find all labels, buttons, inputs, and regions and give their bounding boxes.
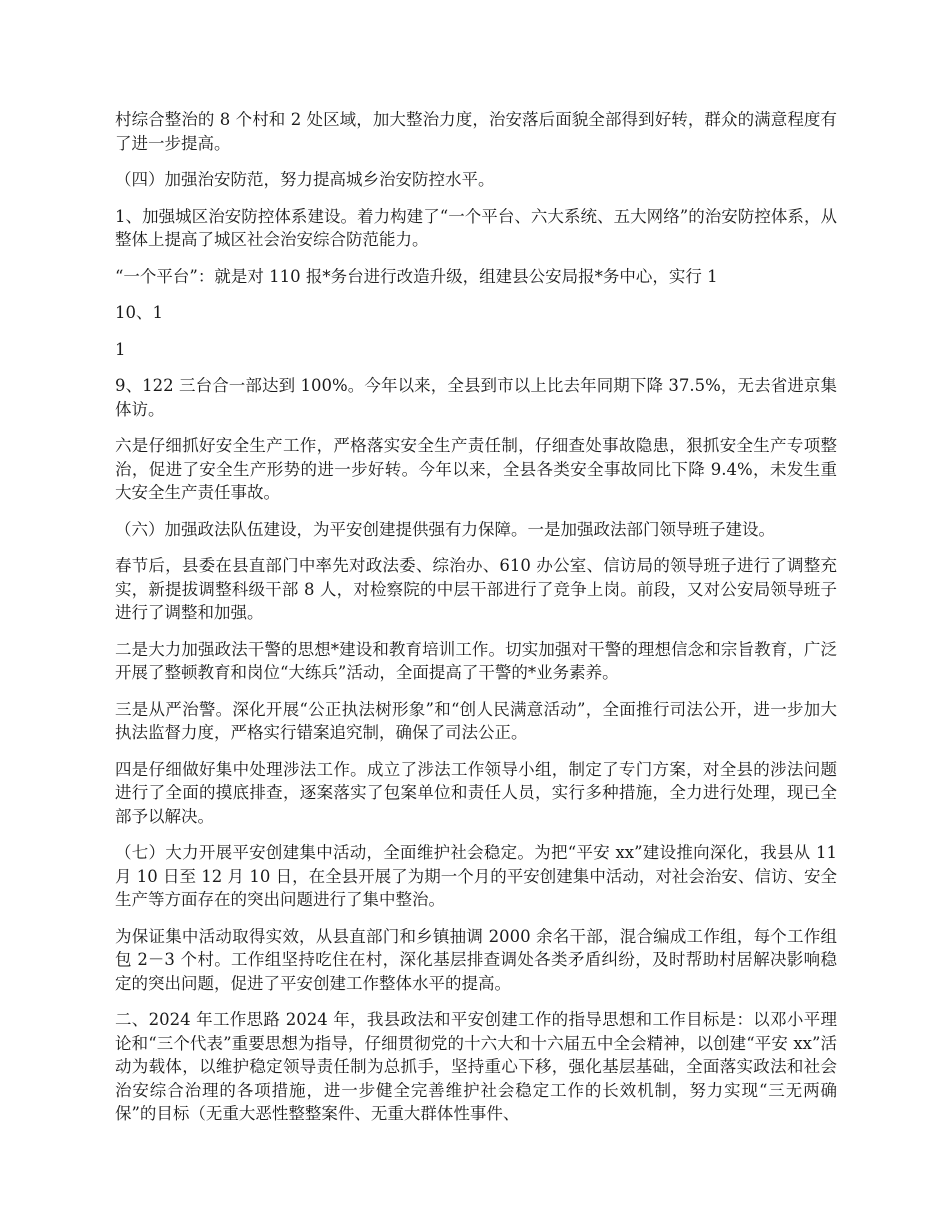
paragraph: 9、122 三台合一部达到 100%。今年以来，全县到市以上比去年同期下降 37.5%，无去省进京集体访。 [115, 376, 837, 419]
paragraph: 二、2024 年工作思路 2024 年，我县政法和平安创建工作的指导思想和工作目标是：以邓小平理论和“三个代表”重要思想为指导，仔细贯彻党的十六大和十六届五中全会精神，以创建“平安 xx”活动为载体，以维护稳定领导责任制为总抓手，坚持重心下移，强化基层基础，全面落实政法和社会治安综合治理的各项措施，进一步健全完善维护社会稳定工作的长效机制，努力实现“三无两确保”的目标（无重大恶性整整案件、无重大群体性事件、 [115, 1010, 837, 1123]
document-body [115, 108, 843, 1139]
paragraph: 二是大力加强政法干警的思想*建设和教育培训工作。切实加强对干警的理想信念和宗旨教育，广泛开展了整顿教育和岗位“大练兵”活动，全面提高了干警的*业务素养。 [115, 639, 837, 682]
section-heading: （四）加强治安防范，努力提高城乡治安防控水平。 [115, 170, 495, 189]
paragraph: 为保证集中活动取得实效，从县直部门和乡镇抽调 2000 余名干部，混合编成工作组，每个工作组包 2－3 个村。工作组坚持吃住在村，深化基层排查调处各类矛盾纠纷，及时帮助村居解决影响稳定的突出问题，促进了平安创建工作整体水平的提高。 [115, 926, 837, 993]
paragraph: 三是从严治警。深化开展“公正执法树形象”和“创人民满意活动”，全面推行司法公开，进一步加大执法监督力度，严格实行错案追究制，确保了司法公正。 [115, 699, 837, 742]
paragraph: 10、1 [115, 303, 163, 322]
section-heading: （六）加强政法队伍建设，为平安创建提供强有力保障。一是加强政法部门领导班子建设。 [115, 519, 775, 539]
paragraph: 四是仔细做好集中处理涉法工作。成立了涉法工作领导小组，制定了专门方案，对全县的涉法问题进行了全面的摸底排查，逐案落实了包案单位和责任人员，实行多种措施，全力进行处理，现已全部予以解决。 [115, 759, 837, 826]
paragraph: 六是仔细抓好安全生产工作，严格落实安全生产责任制，仔细查处事故隐患，狠抓安全生产专项整治，促进了安全生产形势的进一步好转。今年以来，全县各类安全事故同比下降 9.4%，未发生重大安全生产责任事故。 [115, 436, 837, 502]
paragraph: 村综合整治的 8 个村和 2 处区域，加大整治力度，治安落后面貌全部得到好转，群众的满意程度有了进一步提高。 [115, 110, 837, 153]
paragraph: “一个平台”：就是对 110 报*务台进行改造升级，组建县公安局报*务中心，实行 1 [115, 266, 718, 286]
paragraph: 春节后，县委在县直部门中率先对政法委、综治办、610 办公室、信访局的领导班子进行了调整充实，新提拔调整科级干部 8 人，对检察院的中层干部进行了竞争上岗。前段，又对公安局领导班子进行了调整和加强。 [115, 556, 837, 622]
section-heading: （七）大力开展平安创建集中活动，全面维护社会稳定。为把“平安 xx”建设推向深化，我县从 11 月 10 日至 12 月 10 日，在全县开展了为期一个月的平安创建集中活动，对社会治安、信访、安全生产等方面存在的突出问题进行了集中整治。 [115, 843, 843, 909]
paragraph: 1 [115, 339, 126, 359]
paragraph: 1、加强城区治安防控体系建设。着力构建了“一个平台、六大系统、五大网络”的治安防控体系，从整体上提高了城区社会治安综合防范能力。 [115, 206, 837, 249]
